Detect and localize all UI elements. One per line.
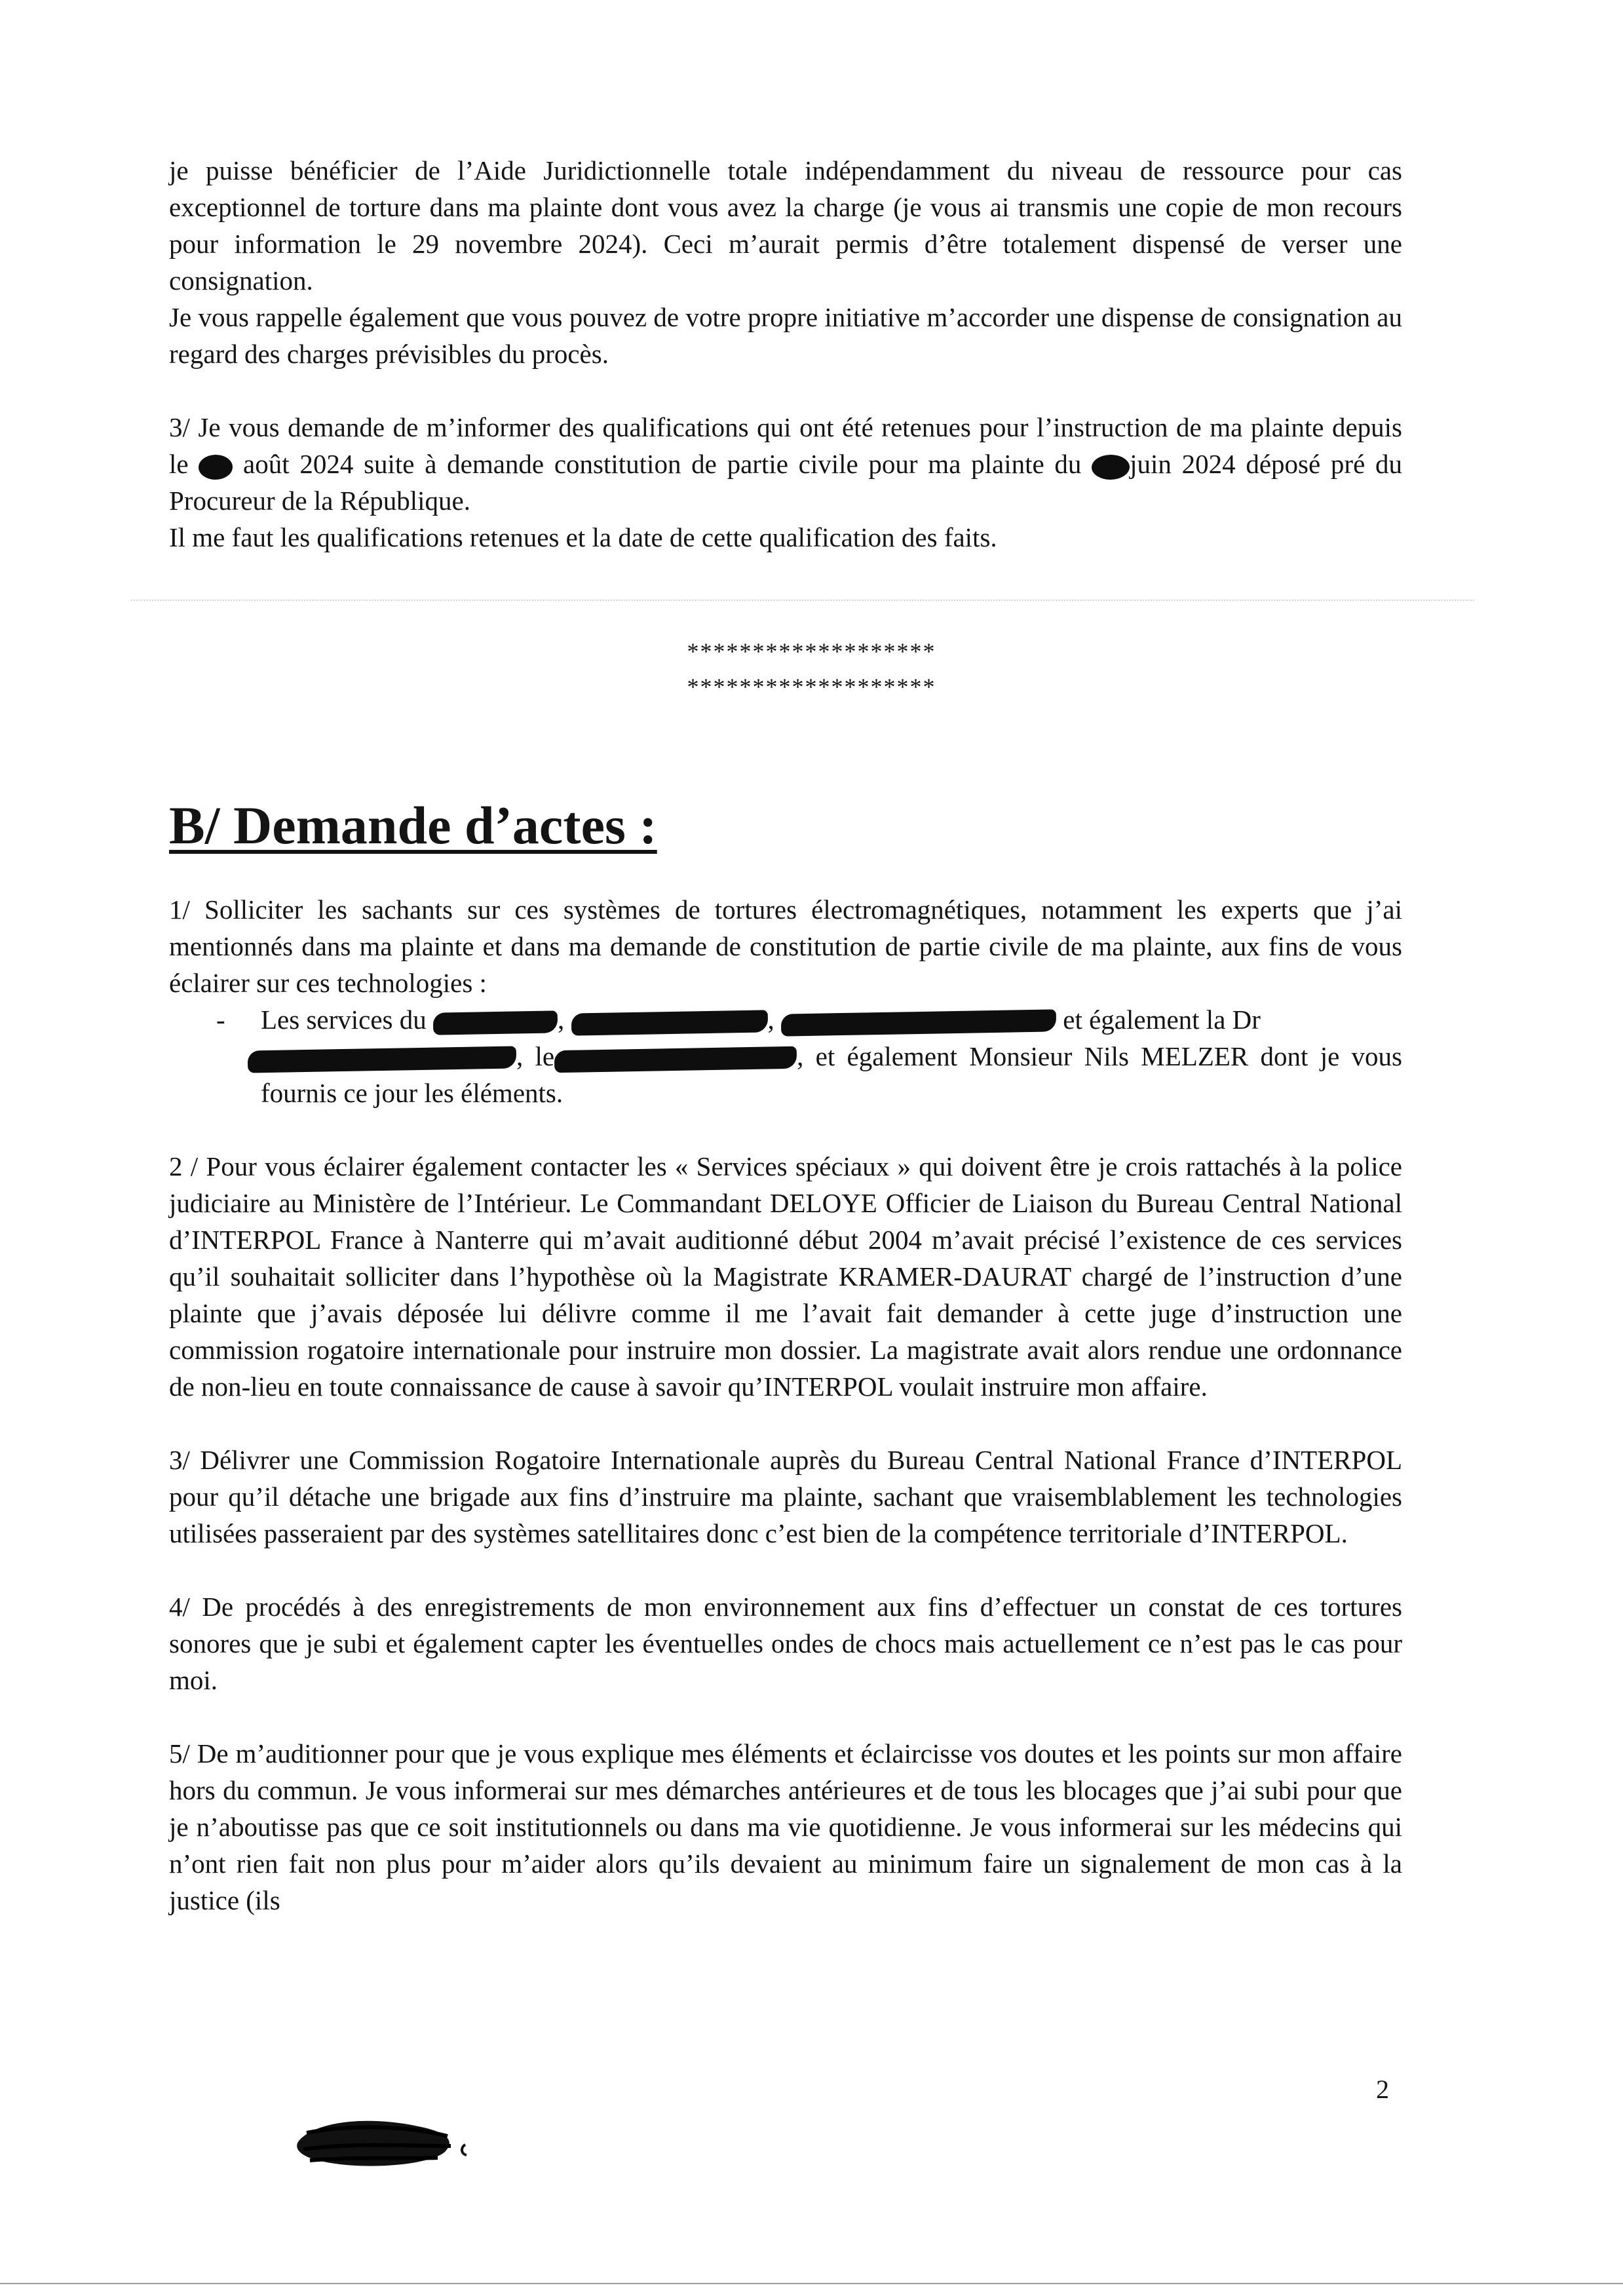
list-item-2: 2 / Pour vous éclairer également contacter les « Services spéciaux » qui doivent être je crois rattachés à la police judiciaire au Ministère de l’Intérieur. Le Commandant DELOYE Officier de Liaison du Bureau Central National d’INTERPOL France à Nanterre qui m’avait auditionné début 2004 m’avait précisé l’existence de ces services qu’il souhaitait solliciter dans l’hypothèse où la Magistrate KRAMER-DAURAT chargé de l’instruction d’une plainte que j’avais déposée lui délivre comme il me l’avait fait demander à cette juge d’instruction une commission rogatoire internationale pour instruire mon dossier. La magistrate avait alors rendue une ordonnance de non-lieu en toute connaissance de cause à savoir qu’INTERPOL voulait instruire mon affaire.	[169, 1151, 1402, 1402]
redacted-name	[433, 1010, 558, 1035]
bullet-part-e: , le	[516, 1041, 555, 1071]
redacted-name	[781, 1009, 1057, 1036]
redacted-name	[248, 1046, 517, 1073]
paragraph-qualifications-request	[169, 409, 1402, 519]
bullet-part-a: Les services du	[261, 1004, 433, 1035]
redacted-day	[1092, 454, 1130, 480]
paragraph-aide-juridictionnelle: je puisse bénéficier de l’Aide Juridictionnelle totale indépendamment du niveau de ressource pour cas exceptionnel de torture dans ma plainte dont vous avez la charge (je vous ai transmis une copie de mon recours pour information le 29 novembre 2024). Ceci m’aurait permis d’être totalement dispensé de verser une consignation.	[169, 155, 1402, 296]
para3-part-a: 3/ Je vous demande de m’informer des qualifications qui ont été retenues pour l’instruction de ma plainte depuis le	[169, 412, 1402, 479]
signature-redacted-icon	[294, 2113, 484, 2172]
redacted-day	[199, 454, 233, 480]
page-number: 2	[1376, 2075, 1389, 2104]
section-b-body	[169, 891, 1402, 1919]
bullet-part-c: ,	[767, 1004, 781, 1035]
bullet-body	[261, 1001, 1402, 1111]
list-item-1: 1/ Solliciter les sachants sur ces systèmes de tortures électromagnétiques, notamment les experts que j’ai mentionnés dans ma plainte et dans ma demande de constitution de partie civile de ma plainte, aux fins de vous éclairer sur ces technologies :	[169, 894, 1402, 998]
list-item-5: 5/ De m’auditionner pour que je vous explique mes éléments et éclaircisse vos doutes et les points sur mon affaire hors du commun. Je vous informerai sur mes démarches antérieures et de tous les blocages que j’ai subi pour que je n’aboutisse pas que ce soit institutionnels ou dans ma vie quotidienne. Je vous informerai sur les médecins qui n’ont rien fait non plus pour m’aider alors qu’ils devaient au minimum faire un signalement de mon cas à la justice (ils	[169, 1738, 1402, 1915]
scan-bottom-edge	[0, 2283, 1623, 2284]
para3-part-b: août 2024 suite à demande constitution de partie civile pour ma plainte du	[233, 449, 1092, 479]
section-heading: B/ Demande d’actes :	[169, 795, 657, 855]
bullet-dash: -	[216, 1004, 225, 1035]
star-separator-line-2: *******************	[687, 674, 936, 700]
paragraph-qualifications-needed: Il me faut les qualifications retenues et la date de cette qualification des faits.	[169, 522, 997, 552]
section-top	[169, 152, 1402, 556]
para3-part-c: juin 2024 déposé pré du Procureur de la République.	[169, 449, 1402, 516]
bullet-part-d: et également la Dr	[1056, 1004, 1261, 1035]
bullet-part-f: , et également Monsieur Nils MELZER dont je vous fournis ce jour les éléments.	[261, 1041, 1403, 1108]
list-item-3: 3/ Délivrer une Commission Rogatoire Internationale auprès du Bureau Central National France d’INTERPOL pour qu’il détache une brigade aux fins d’instruire ma plainte, sachant que vraisemblablement les technologies utilisées passeraient par des systèmes satellitaires donc c’est bien de la compétence territoriale d’INTERPOL.	[169, 1445, 1402, 1548]
star-separator-line-1: *******************	[687, 638, 936, 664]
bullet-experts	[169, 1001, 1402, 1111]
redacted-name	[554, 1046, 797, 1072]
scan-divider	[131, 600, 1474, 602]
bullet-part-b: ,	[558, 1004, 571, 1035]
redacted-name	[571, 1010, 768, 1035]
paragraph-dispense-consignation: Je vous rappelle également que vous pouvez de votre propre initiative m’accorder une dispense de consignation au regard des charges prévisibles du procès.	[169, 302, 1402, 369]
list-item-4: 4/ De procédés à des enregistrements de mon environnement aux fins d’effectuer un constat de ces tortures sonores que je subi et également capter les éventuelles ondes de chocs mais actuellement ce n’est pas le cas pour moi.	[169, 1592, 1402, 1695]
